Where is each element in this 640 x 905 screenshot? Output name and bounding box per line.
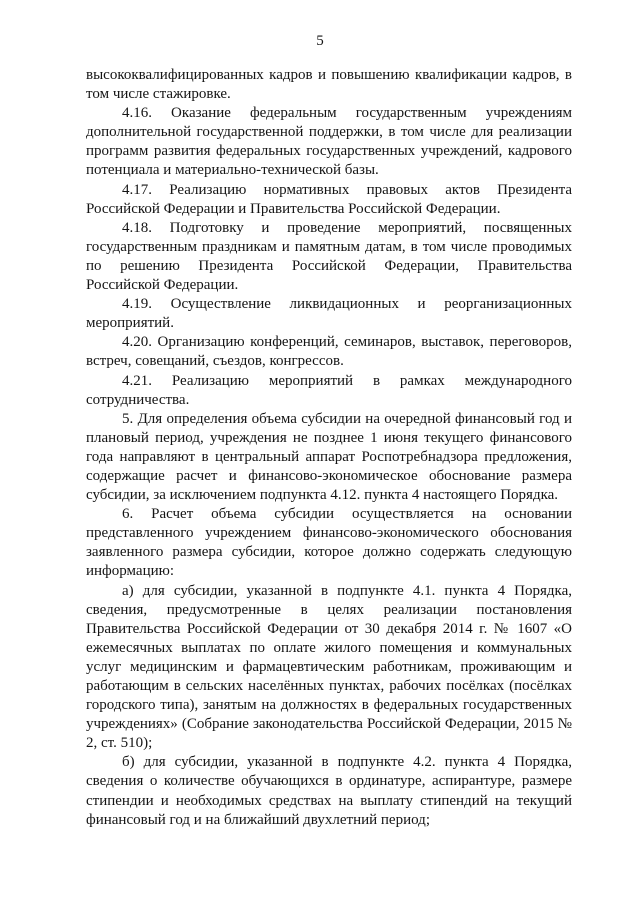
page-number: 5 bbox=[316, 33, 324, 49]
paragraph-4-18: 4.18. Подготовку и проведение мероприятий, посвященных государственным праздникам и памятным датам, в том числе проводимых по решению Президента Российской Федерации, Правительства Российской Федерации. bbox=[86, 219, 572, 294]
paragraph-4-17: 4.17. Реализацию нормативных правовых актов Президента Российской Федерации и Правительства Российской Федерации. bbox=[86, 181, 572, 217]
paragraph-4-16: 4.16. Оказание федеральным государственным учреждениям дополнительной государственной поддержки, в том числе для реализации программ развития федеральных государственных учреждений, кадрового потенциала и материально-технической базы. bbox=[86, 105, 572, 179]
paragraph-6a: а) для субсидии, указанной в подпункте 4.1. пункта 4 Порядка, сведения, предусмотренные в целях реализации постановления Правительства Российской Федерации от 30 декабря 2014 г. № 1607 «О ежемесячных выплатах по оплате жилого помещения и коммунальных услуг медицинским и фармацевтическим работникам, проживающим и работающим в сельских населённых пунктах, рабочих посёлках (посёлках городского типа), занятым на должностях в федеральных государственных учреждениях» (Собрание законодательства Российской Федерации, 2015 № 2, ст. 510); bbox=[86, 582, 572, 752]
paragraph-4-20: 4.20. Организацию конференций, семинаров, выставок, переговоров, встреч, совещаний, съездов, конгрессов. bbox=[86, 334, 572, 370]
paragraph-4-21: 4.21. Реализацию мероприятий в рамках международного сотрудничества. bbox=[86, 372, 572, 408]
paragraph-continuation: высококвалифицированных кадров и повышению квалификации кадров, в том числе стажировке. bbox=[86, 67, 572, 103]
paragraph-5: 5. Для определения объема субсидии на очередной финансовый год и плановый период, учреждения не позднее 1 июня текущего финансового года направляют в центральный аппарат Роспотребнадзора предложения, содержащие расчет и финансово-экономическое обоснование размера субсидии, за исключением подпункта 4.12. пункта 4 настоящего Порядка. bbox=[86, 410, 572, 504]
paragraph-4-19: 4.19. Осуществление ликвидационных и реорганизационных мероприятий. bbox=[86, 296, 572, 332]
paragraph-6: 6. Расчет объема субсидии осуществляется на основании представленного учреждением финансово-экономического обоснования заявленного размера субсидии, которое должно содержать следующую информацию: bbox=[86, 506, 572, 580]
document-body bbox=[86, 66, 572, 830]
paragraph-6b: б) для субсидии, указанной в подпункте 4.2. пункта 4 Порядка, сведения о количестве обучающихся в ординатуре, аспирантуре, размере стипендии и необходимых средствах на выплату стипендий на текущий финансовый год и на ближайший двухлетний период; bbox=[86, 754, 572, 828]
